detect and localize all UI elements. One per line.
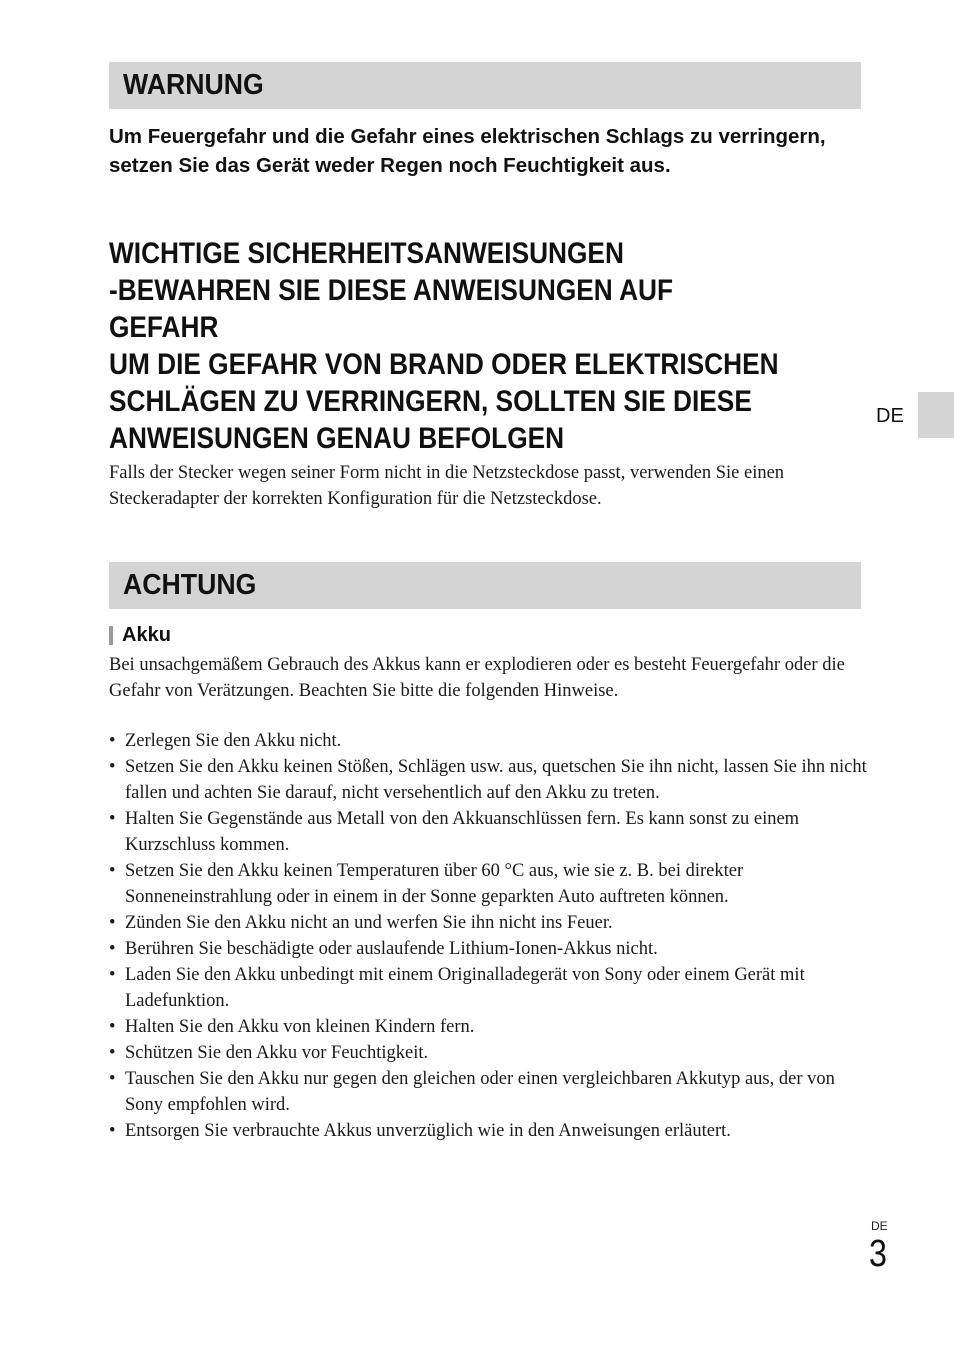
safety-line: SCHLÄGEN ZU VERRINGERN, SOLLTEN SIE DIESE	[109, 385, 752, 418]
safety-line: GEFAHR	[109, 311, 219, 344]
list-item: • Setzen Sie den Akku keinen Temperaturen über 60 °C aus, wie sie z. B. bei direkter Sonneneinstrahlung oder in einem in der Sonne geparkten Auto auftreten können.	[109, 858, 869, 910]
page-number: 3	[869, 1233, 887, 1275]
warnung-title: WARNUNG	[123, 69, 264, 101]
akku-subheading-label: Akku	[122, 623, 171, 646]
page-language-code: DE	[871, 1219, 888, 1233]
list-item: • Halten Sie Gegenstände aus Metall von den Akkuanschlüssen fern. Es kann sonst zu einem Kurzschluss kommen.	[109, 806, 869, 858]
list-item: • Halten Sie den Akku von kleinen Kindern fern.	[109, 1014, 869, 1040]
list-item: • Schützen Sie den Akku vor Feuchtigkeit.	[109, 1040, 869, 1066]
akku-intro-text: Bei unsachgemäßem Gebrauch des Akkus kann er explodieren oder es besteht Feuergefahr oder die Gefahr von Verätzungen. Beachten Sie bitte die folgenden Hinweise.	[109, 655, 845, 701]
list-item: • Setzen Sie den Akku keinen Stößen, Schlägen usw. aus, quetschen Sie ihn nicht, lassen Sie ihn nicht fallen und achten Sie darauf, nicht versehentlich auf den Akku zu treten.	[109, 754, 869, 806]
akku-subheading	[109, 622, 171, 648]
achtung-banner	[109, 562, 861, 609]
subheading-marker	[109, 626, 113, 645]
list-item: • Tauschen Sie den Akku nur gegen den gleichen oder einen vergleichbaren Akkutyp aus, der von Sony empfohlen wird.	[109, 1066, 869, 1118]
akku-warning-list	[109, 728, 869, 1144]
list-item: • Entsorgen Sie verbrauchte Akkus unverzüglich wie in den Anweisungen erläutert.	[109, 1118, 869, 1144]
safety-line: ANWEISUNGEN GENAU BEFOLGEN	[109, 422, 565, 455]
achtung-title: ACHTUNG	[123, 569, 257, 601]
warnung-text: Um Feuergefahr und die Gefahr eines elektrischen Schlags zu verringern, setzen Sie das Gerät weder Regen noch Feuchtigkeit aus.	[109, 125, 826, 177]
language-side-tab	[918, 392, 954, 438]
plug-adapter-text: Falls der Stecker wegen seiner Form nicht in die Netzsteckdose passt, verwenden Sie einen Steckeradapter der korrekten Konfiguration für die Netzsteckdose.	[109, 463, 785, 509]
list-item: • Berühren Sie beschädigte oder auslaufende Lithium-Ionen-Akkus nicht.	[109, 936, 869, 962]
safety-line: -BEWAHREN SIE DIESE ANWEISUNGEN AUF	[109, 274, 674, 307]
list-item: • Zünden Sie den Akku nicht an und werfen Sie ihn nicht ins Feuer.	[109, 910, 869, 936]
safety-instructions-heading	[109, 235, 869, 457]
warnung-banner	[109, 62, 861, 109]
safety-line: WICHTIGE SICHERHEITSANWEISUNGEN	[109, 237, 624, 270]
list-item: • Zerlegen Sie den Akku nicht.	[109, 728, 869, 754]
list-item: • Laden Sie den Akku unbedingt mit einem Originalladegerät von Sony oder einem Gerät mit Ladefunktion.	[109, 962, 869, 1014]
safety-line: UM DIE GEFAHR VON BRAND ODER ELEKTRISCHEN	[109, 348, 779, 381]
language-tab-label: DE	[876, 405, 904, 427]
